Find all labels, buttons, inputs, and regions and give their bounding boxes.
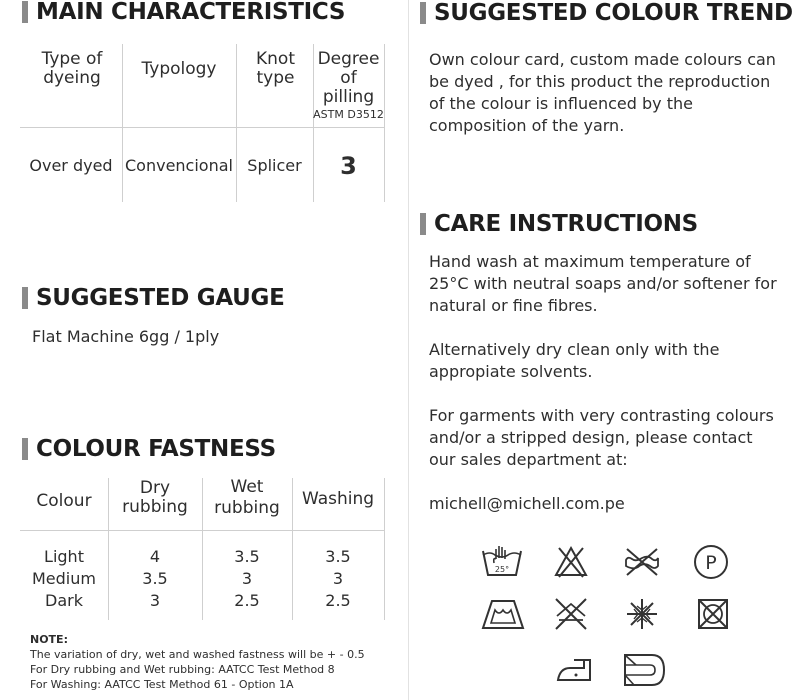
wet-rubbing-column <box>202 546 292 612</box>
grid-line <box>20 530 384 531</box>
row-colour: Dark <box>45 591 83 610</box>
row-washing: 3.5 <box>325 547 351 566</box>
care-paragraph-1: Hand wash at maximum temperature of 25°C with neutral soaps and/or softener for natural or fine fibres. <box>429 252 777 315</box>
hand-wash-icon <box>480 545 524 579</box>
grid-line <box>236 44 237 202</box>
row-dry: 3 <box>149 591 161 610</box>
note-line: The variation of dry, wet and washed fastness will be + - 0.5 <box>30 648 365 661</box>
no-wring-icon <box>622 546 662 578</box>
title-bar <box>22 438 28 460</box>
title-bar <box>420 213 426 235</box>
note-line: For Washing: AATCC Test Method 61 - Option 1A <box>30 678 294 691</box>
colour-column <box>20 546 108 612</box>
dry-rubbing-column <box>108 546 202 612</box>
dry-clean-p-icon <box>692 543 730 581</box>
title-bar <box>420 2 426 24</box>
row-wet: 3.5 <box>234 547 260 566</box>
suggested-colour-trend-title <box>420 0 793 26</box>
suggested-gauge-text: Flat Machine 6gg / 1ply <box>32 327 220 346</box>
no-machine-dry-icon <box>696 597 730 631</box>
colour-fastness-title-text: COLOUR FASTNESS <box>36 436 276 462</box>
header-type-of-dyeing: Type of dyeing <box>41 49 103 88</box>
dry-flat-icon <box>480 597 526 631</box>
value-typology: Convencional <box>125 156 233 175</box>
row-colour: Medium <box>32 569 96 588</box>
grid-line <box>384 44 385 202</box>
row-dry: 3.5 <box>142 569 168 588</box>
care-paragraph-3: For garments with very contrasting colours and/or a stripped design, please contact our sales department at: <box>429 406 774 469</box>
value-type-of-dyeing: Over dyed <box>29 156 113 175</box>
pilling-standard: ASTM D3512 <box>313 108 384 121</box>
row-washing: 3 <box>332 569 344 588</box>
title-bar <box>22 287 28 309</box>
header-wet-rubbing: Wet rubbing <box>214 477 280 518</box>
column-divider <box>408 0 409 700</box>
suggested-gauge-title <box>22 285 285 311</box>
row-wet: 2.5 <box>234 591 260 610</box>
value-degree-of-pilling: 3 <box>340 152 357 180</box>
header-degree-of-pilling: Degree of pilling ASTM D3512 <box>313 49 384 121</box>
care-instructions-title <box>420 211 698 237</box>
contact-email[interactable]: michell@michell.com.pe <box>429 494 625 513</box>
header-dry-rubbing: Dry rubbing <box>122 478 188 517</box>
suggested-colour-trend-text: Own colour card, custom made colours can be dyed , for this product the reproduction of the colour is influenced by the composition of the yarn. <box>429 50 776 135</box>
no-steam-icon <box>551 596 591 632</box>
note-label: NOTE: <box>30 633 68 646</box>
wash-temp-label: 25° <box>494 565 510 574</box>
header-colour: Colour <box>36 491 92 511</box>
header-knot-type: Knot type <box>256 49 295 88</box>
grid-line <box>384 478 385 620</box>
header-washing: Washing <box>301 489 375 509</box>
dry-in-shade-icon <box>622 652 668 688</box>
no-tumble-dry-icon <box>623 596 661 632</box>
main-characteristics-title-text: MAIN CHARACTERISTICS <box>36 0 346 25</box>
note-line: For Dry rubbing and Wet rubbing: AATCC Test Method 8 <box>30 663 335 676</box>
no-bleach-icon <box>553 545 589 579</box>
care-instructions-title-text: CARE INSTRUCTIONS <box>434 211 698 237</box>
grid-line <box>20 127 384 128</box>
washing-column <box>292 546 384 612</box>
fastness-note <box>30 632 365 692</box>
row-washing: 2.5 <box>325 591 351 610</box>
colour-fastness-title <box>22 436 276 462</box>
suggested-colour-trend-title-text: SUGGESTED COLOUR TREND <box>434 0 793 26</box>
suggested-gauge-title-text: SUGGESTED GAUGE <box>36 285 285 311</box>
row-colour: Light <box>44 547 84 566</box>
care-paragraph-2: Alternatively dry clean only with the appropiate solvents. <box>429 340 720 381</box>
dry-clean-letter: P <box>705 552 717 574</box>
title-bar <box>22 1 28 23</box>
value-knot-type: Splicer <box>247 156 302 175</box>
iron-low-icon <box>554 652 594 684</box>
row-dry: 4 <box>149 547 161 566</box>
main-characteristics-title <box>22 0 345 25</box>
header-typology: Typology <box>141 59 217 79</box>
row-wet: 3 <box>241 569 253 588</box>
